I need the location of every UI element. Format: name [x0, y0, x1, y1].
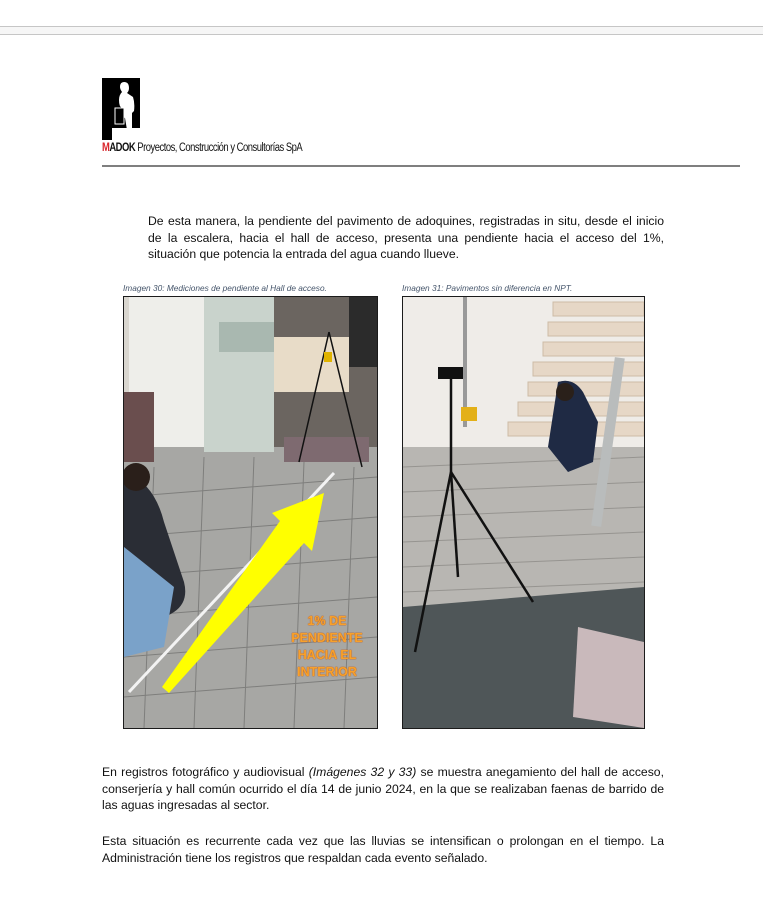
image-reference: (Imágenes 32 y 33) — [308, 765, 417, 779]
slope-annotation — [284, 613, 370, 681]
photo-slope-measurement — [123, 296, 378, 729]
paragraph-flooding-records — [102, 764, 664, 814]
madok-logo-icon — [102, 78, 142, 140]
photo-pavement-level — [402, 296, 645, 729]
brand-tagline: Proyectos, Construcción y Consultorías SpA — [135, 142, 303, 154]
brand-initial: M — [102, 142, 110, 154]
figure-caption-30: Imagen 30: Mediciones de pendiente al Hall de acceso. — [123, 283, 327, 293]
figure-caption-31: Imagen 31: Pavimentos sin diferencia en NPT. — [402, 283, 573, 293]
paragraph-recurrence: Esta situación es recurrente cada vez que las lluvias se intensifican o prolongan en el tiempo. La Administración tiene los registros que respaldan cada evento señalado. — [102, 834, 664, 865]
annotation-line-3: HACIA EL — [297, 648, 357, 662]
header-rule — [102, 165, 740, 167]
paragraph-slope-description: De esta manera, la pendiente del pavimento de adoquines, registradas in situ, desde el inicio de la escalera, hacia el hall de acceso, presenta una pendiente hacia el acceso del 1%, situación que potencia la entrada del agua cuando llueve. — [148, 214, 664, 262]
annotation-line-2: PENDIENTE — [291, 631, 363, 645]
paragraph-2-text-a: En registros fotográfico y audiovisual — [102, 765, 309, 779]
company-brand — [102, 142, 302, 154]
annotation-line-1: 1% DE — [307, 614, 347, 628]
page-separator-bar — [0, 26, 763, 35]
annotation-line-4: INTERIOR — [297, 665, 357, 679]
brand-name: ADOK — [109, 142, 136, 154]
paragraph-2-text-b: se muestra anegamiento del hall de acceso, conserjería y hall común ocurrido el día 14 de junio 2024, en la que se realizaban faenas de barrido de las aguas ingresadas al sector. — [102, 765, 664, 813]
